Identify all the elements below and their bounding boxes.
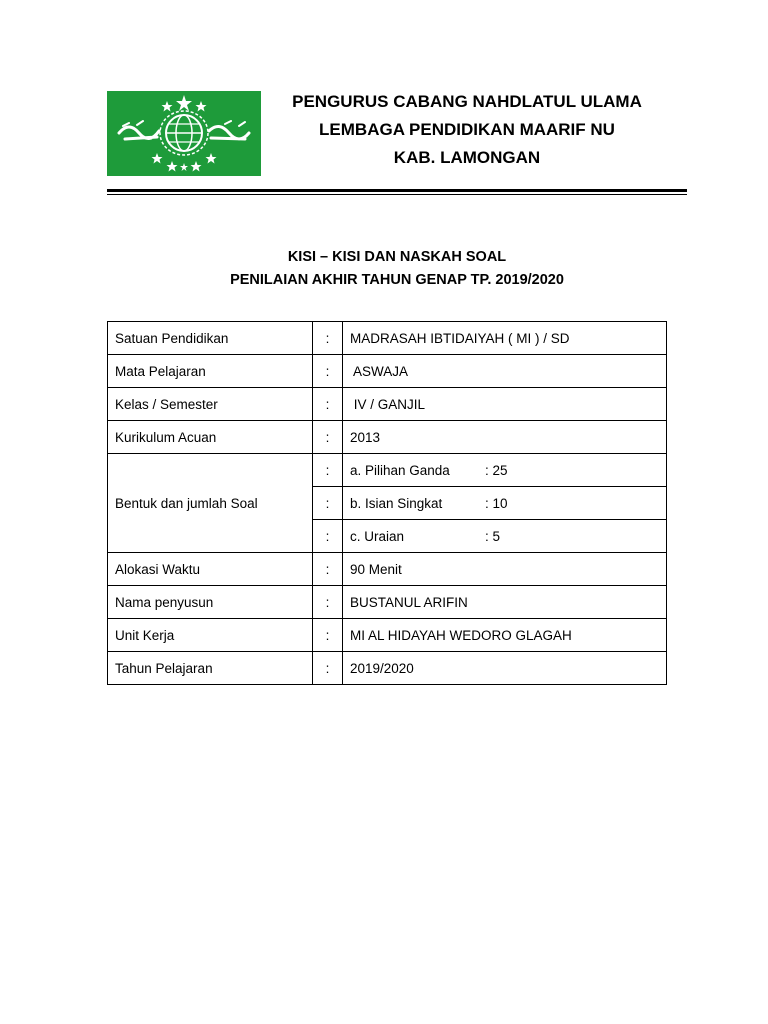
row-colon: : bbox=[313, 619, 343, 652]
row-colon: : bbox=[313, 586, 343, 619]
table-row bbox=[108, 355, 667, 388]
header-divider-thin bbox=[107, 194, 687, 195]
table-row bbox=[108, 553, 667, 586]
row-value: ASWAJA bbox=[343, 355, 667, 388]
row-value: IV / GANJIL bbox=[343, 388, 667, 421]
table-row bbox=[108, 388, 667, 421]
row-value: MADRASAH IBTIDAIYAH ( MI ) / SD bbox=[343, 322, 667, 355]
header-line-1: PENGURUS CABANG NAHDLATUL ULAMA bbox=[292, 92, 642, 111]
title-line-1: KISI – KISI DAN NASKAH SOAL bbox=[287, 249, 507, 265]
row-colon: : bbox=[313, 487, 343, 520]
question-type-name: a. Pilihan Ganda bbox=[350, 462, 450, 478]
row-value: 90 Menit bbox=[343, 553, 667, 586]
header-divider-thick bbox=[107, 189, 687, 192]
row-colon: : bbox=[313, 454, 343, 487]
row-value bbox=[343, 487, 667, 520]
row-colon: : bbox=[313, 421, 343, 454]
row-label: Bentuk dan jumlah Soal bbox=[108, 454, 313, 553]
row-value: BUSTANUL ARIFIN bbox=[343, 586, 667, 619]
row-colon: : bbox=[313, 520, 343, 553]
nu-logo-icon bbox=[107, 91, 261, 176]
row-value bbox=[343, 520, 667, 553]
info-table bbox=[107, 321, 667, 685]
row-label: Unit Kerja bbox=[108, 619, 313, 652]
question-type-count: : 10 bbox=[485, 495, 508, 511]
row-colon: : bbox=[313, 355, 343, 388]
document-title bbox=[107, 246, 687, 292]
row-label: Kurikulum Acuan bbox=[108, 421, 313, 454]
table-row bbox=[108, 652, 667, 685]
question-type-count: : 25 bbox=[485, 462, 508, 478]
row-label: Mata Pelajaran bbox=[108, 355, 313, 388]
row-value: 2013 bbox=[343, 421, 667, 454]
organization-header bbox=[262, 88, 672, 172]
question-type-count: : 5 bbox=[485, 528, 501, 544]
row-value: MI AL HIDAYAH WEDORO GLAGAH bbox=[343, 619, 667, 652]
question-type-name: b. Isian Singkat bbox=[350, 495, 443, 511]
row-value: 2019/2020 bbox=[343, 652, 667, 685]
row-value bbox=[343, 454, 667, 487]
row-colon: : bbox=[313, 388, 343, 421]
table-row bbox=[108, 586, 667, 619]
title-line-2: PENILAIAN AKHIR TAHUN GENAP TP. 2019/2020 bbox=[230, 272, 564, 288]
row-label: Nama penyusun bbox=[108, 586, 313, 619]
nu-logo bbox=[107, 91, 261, 176]
row-colon: : bbox=[313, 553, 343, 586]
question-type-name: c. Uraian bbox=[350, 528, 405, 544]
header-line-2: LEMBAGA PENDIDIKAN MAARIF NU bbox=[319, 120, 615, 139]
header-line-3: KAB. LAMONGAN bbox=[393, 148, 541, 167]
row-label: Kelas / Semester bbox=[108, 388, 313, 421]
row-label: Tahun Pelajaran bbox=[108, 652, 313, 685]
row-label: Satuan Pendidikan bbox=[108, 322, 313, 355]
table-row bbox=[108, 322, 667, 355]
table-row bbox=[108, 421, 667, 454]
table-row bbox=[108, 619, 667, 652]
row-colon: : bbox=[313, 652, 343, 685]
row-colon: : bbox=[313, 322, 343, 355]
table-row bbox=[108, 454, 667, 487]
row-label: Alokasi Waktu bbox=[108, 553, 313, 586]
